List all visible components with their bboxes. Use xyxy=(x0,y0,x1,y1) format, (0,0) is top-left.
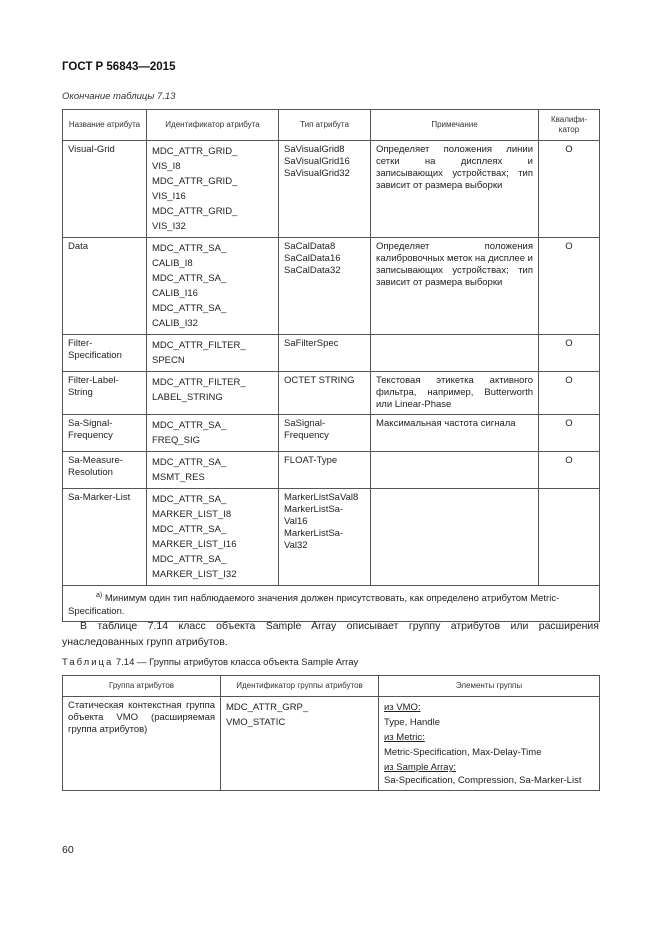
id-line: CALIB_I8 xyxy=(152,258,193,269)
id-line: MARKER_LIST_I32 xyxy=(152,569,237,580)
header-note: Примечание xyxy=(371,110,539,141)
table-footnote-row xyxy=(63,586,600,622)
table-row xyxy=(63,489,600,586)
table-row xyxy=(63,238,600,335)
id-line: MSMT_RES xyxy=(152,472,205,483)
cell-attribute-type: SaFilterSpec xyxy=(279,335,371,372)
attribute-group-table-7-14 xyxy=(62,675,600,791)
vmo-attributes: Type, Handle xyxy=(384,717,440,728)
cell-attribute-type: SaSignal- Frequency xyxy=(279,415,371,452)
id-line: MDC_ATTR_GRID_ xyxy=(152,176,238,187)
id-line: VIS_I8 xyxy=(152,161,181,172)
header-attribute-group: Группа атрибутов xyxy=(63,676,221,697)
id-line: VIS_I16 xyxy=(152,191,186,202)
id-line: MDC_ATTR_SA_ xyxy=(152,303,227,314)
id-line: MDC_ATTR_SA_ xyxy=(152,273,227,284)
cell-attribute-id xyxy=(147,489,279,586)
id-line: VIS_I32 xyxy=(152,221,186,232)
cell-attribute-name: Filter- Specification xyxy=(63,335,147,372)
standard-header: ГОСТ Р 56843—2015 xyxy=(62,61,176,73)
cell-qualifier: O xyxy=(539,335,600,372)
id-line: MDC_ATTR_SA_ xyxy=(152,420,227,431)
id-line: CALIB_I16 xyxy=(152,288,198,299)
cell-attribute-type: SaVisualGrid8 SaVisualGrid16 SaVisualGrid32 xyxy=(279,141,371,238)
cell-note xyxy=(371,452,539,489)
table-row xyxy=(63,697,600,791)
caption-title: 7.14 — Группы атрибутов класса объекта Sample Array xyxy=(113,657,359,668)
table-row xyxy=(63,372,600,415)
cell-attribute-name: Sa-Signal- Frequency xyxy=(63,415,147,452)
cell-attribute-id xyxy=(147,415,279,452)
header-group-elements: Элементы группы xyxy=(379,676,600,697)
cell-qualifier: O xyxy=(539,372,600,415)
id-line: LABEL_STRING xyxy=(152,392,223,403)
source-metric-label: из Metric: xyxy=(384,732,425,743)
id-line: MDC_ATTR_SA_ xyxy=(152,494,227,505)
id-line: MDC_ATTR_SA_ xyxy=(152,554,227,565)
cell-qualifier: O xyxy=(539,452,600,489)
footnote-mark: a) xyxy=(96,592,103,599)
source-vmo-label: из VMO: xyxy=(384,702,421,713)
cell-attribute-id xyxy=(147,238,279,335)
cell-note xyxy=(371,335,539,372)
sample-array-attributes: Sa-Specification, Compression, Sa-Marker-List xyxy=(384,775,582,786)
cell-note: Текстовая этикетка активного фильтра, например, Butterworth или Linear-Phase xyxy=(371,372,539,415)
footnote-text: Минимум один тип наблюдаемого значения должен присутствовать, как определено атрибутом Metric-Specification. xyxy=(68,593,560,618)
cell-attribute-type: OCTET STRING xyxy=(279,372,371,415)
body-paragraph: В таблице 7.14 класс объекта Sample Array описывает группу атрибутов или расширения унаследованных групп атрибутов. xyxy=(62,620,599,648)
table-header-row xyxy=(63,110,600,141)
table-row xyxy=(63,415,600,452)
table-row xyxy=(63,452,600,489)
cell-attribute-name: Visual-Grid xyxy=(63,141,147,238)
cell-attribute-id xyxy=(147,452,279,489)
source-sample-array-label: из Sample Array: xyxy=(384,762,456,773)
cell-note: Максимальная частота сигнала xyxy=(371,415,539,452)
id-line: MARKER_LIST_I16 xyxy=(152,539,237,550)
table-row xyxy=(63,335,600,372)
id-line: MDC_ATTR_FILTER_ xyxy=(152,377,246,388)
header-attribute-name: Название атрибута xyxy=(63,110,147,141)
cell-qualifier: O xyxy=(539,238,600,335)
cell-attribute-name: Sa-Measure- Resolution xyxy=(63,452,147,489)
header-attribute-id: Идентификатор атрибута xyxy=(147,110,279,141)
id-line: MDC_ATTR_GRID_ xyxy=(152,206,238,217)
table-row xyxy=(63,141,600,238)
table-continuation-caption: Окончание таблицы 7.13 xyxy=(62,91,176,102)
header-attribute-type: Тип атрибута xyxy=(279,110,371,141)
cell-group-elements xyxy=(379,697,600,791)
header-group-id: Идентификатор группы атрибутов xyxy=(221,676,379,697)
page-number: 60 xyxy=(62,844,74,856)
cell-attribute-name: Sa-Marker-List xyxy=(63,489,147,586)
cell-attribute-type: SaCalData8 SaCalData16 SaCalData32 xyxy=(279,238,371,335)
id-line: FREQ_SIG xyxy=(152,435,201,446)
cell-group-name: Статическая контекстная группа объекта VMO (расширяемая группа атрибутов) xyxy=(63,697,221,791)
cell-attribute-type: FLOAT-Type xyxy=(279,452,371,489)
table-footnote xyxy=(63,586,600,622)
cell-attribute-name: Filter-Label- String xyxy=(63,372,147,415)
metric-attributes: Metric-Specification, Max-Delay-Time xyxy=(384,747,542,758)
id-line: MDC_ATTR_SA_ xyxy=(152,243,227,254)
cell-qualifier xyxy=(539,489,600,586)
table-7-14-caption xyxy=(62,657,358,668)
cell-qualifier: O xyxy=(539,415,600,452)
cell-group-id xyxy=(221,697,379,791)
cell-note xyxy=(371,489,539,586)
id-line: MDC_ATTR_GRP_ xyxy=(226,702,309,713)
caption-label: Таблица xyxy=(62,657,114,668)
id-line: MARKER_LIST_I8 xyxy=(152,509,232,520)
id-line: MDC_ATTR_FILTER_ xyxy=(152,340,246,351)
table-header-row xyxy=(63,676,600,697)
cell-attribute-id xyxy=(147,335,279,372)
cell-attribute-id xyxy=(147,372,279,415)
attribute-table-7-13 xyxy=(62,109,600,622)
header-qualifier: Квалифи- катор xyxy=(539,110,600,141)
id-line: MDC_ATTR_SA_ xyxy=(152,524,227,535)
cell-attribute-name: Data xyxy=(63,238,147,335)
id-line: SPECN xyxy=(152,355,185,366)
id-line: CALIB_I32 xyxy=(152,318,198,329)
cell-note: Определяет положения линии сетки на дисплеях и записывающих устройствах; тип зависит от размера выборки xyxy=(371,141,539,238)
cell-attribute-id xyxy=(147,141,279,238)
id-line: MDC_ATTR_GRID_ xyxy=(152,146,238,157)
cell-qualifier: O xyxy=(539,141,600,238)
cell-attribute-type: MarkerListSaVal8 MarkerListSa- Val16 MarkerListSa- Val32 xyxy=(279,489,371,586)
id-line: VMO_STATIC xyxy=(226,717,286,728)
cell-note: Определяет положения калибровочных меток на дисплее и записывающих устройствах; тип зависит от размера выборки xyxy=(371,238,539,335)
id-line: MDC_ATTR_SA_ xyxy=(152,457,227,468)
